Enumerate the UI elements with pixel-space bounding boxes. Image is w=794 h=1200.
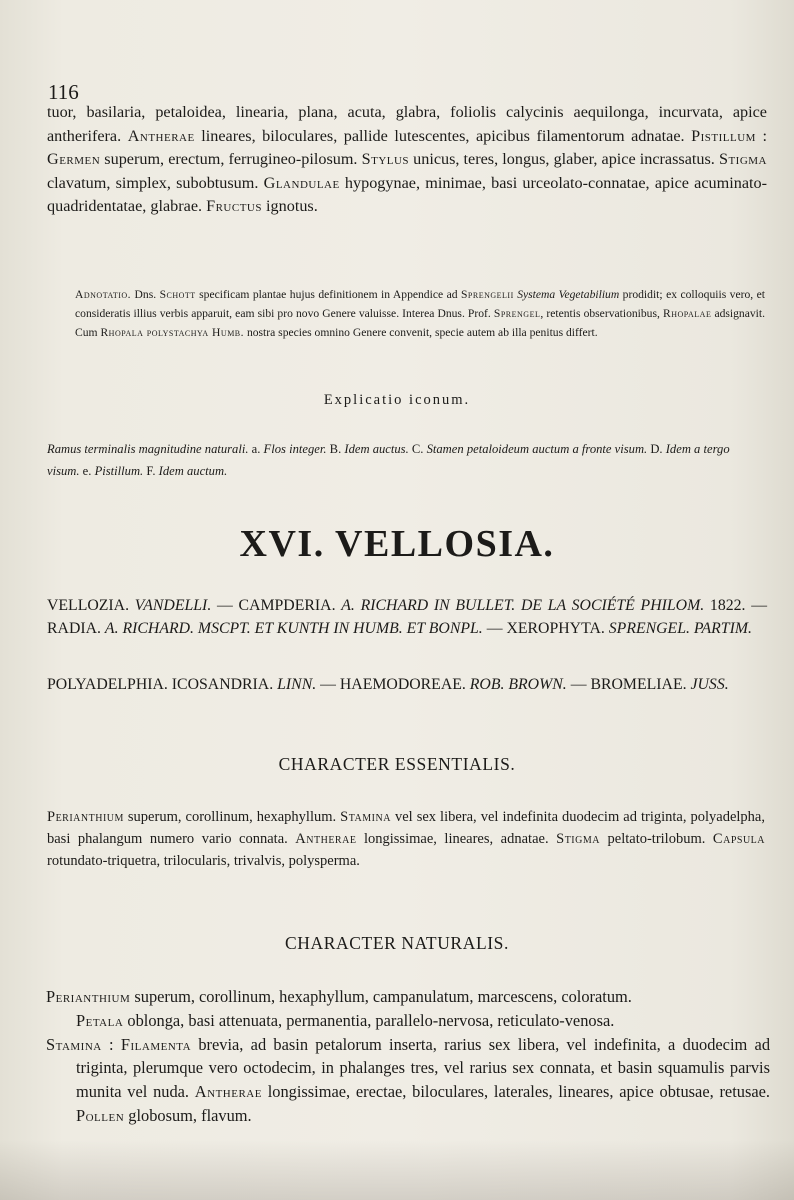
text-run: adsignavit. Cum (75, 307, 765, 339)
text-run: longissimae, lineares, adnatae. (356, 831, 557, 847)
text-run: lineares, biloculares, pallide lutescentes, apicibus filamentorum adnatae. (194, 126, 692, 145)
text-run: 1822. — RADIA. (47, 597, 767, 637)
figure-caption: Idem auctus. (344, 442, 409, 456)
author-citation: ROB. BROWN. (469, 676, 567, 693)
text-run: F. (143, 464, 159, 478)
author-citation: VANDELLI. (134, 597, 212, 614)
naturalis-heading: CHARACTER NATURALIS. (285, 933, 509, 953)
text-run: superum, corollinum, hexaphyllum, campanulatum, marcescens, coloratum. (130, 987, 632, 1006)
term-filamenta: Filamenta (120, 1034, 192, 1054)
figure-caption: Idem a tergo visum. (47, 442, 730, 478)
page-shadow (0, 1140, 794, 1200)
term-glandulae: Glandulae (263, 173, 340, 192)
author-citation: A. RICHARD IN BULLET. DE LA SOCIÉTÉ PHILOM. (341, 597, 705, 614)
text-run: rotundato-triquetra, trilocularis, trivalvis, polysperma. (47, 853, 360, 869)
text-run: peltato-trilobum. (599, 831, 713, 847)
text-run: prodidit; ex colloquiis vero, et consideratis illius verbis apparuit, eam sibi pro novo Genere valuisse. Interea Dnus. Prof. (75, 288, 765, 320)
text-run: longissimae, erectae, biloculares, laterales, lineares, apice obtusae, retusae. (261, 1082, 770, 1102)
text-run: superum, corollinum, hexaphyllum. (123, 809, 341, 825)
text-run: — XEROPHYTA. (482, 620, 609, 637)
explicatio-text (47, 438, 765, 482)
naturalis-petala (46, 1009, 770, 1033)
naturalis-perianthium (46, 985, 770, 1009)
term-antherae: Antherae (295, 831, 357, 847)
term-stigma: Stigma (718, 150, 767, 169)
name-rhopala: Rhopala polystachya Humb. (100, 326, 245, 339)
text-run: C. (408, 442, 427, 456)
term-perianthium: Perianthium (47, 809, 124, 825)
naturalis-text (46, 985, 770, 1128)
text-run: B. (326, 442, 345, 456)
term-capsula: Capsula (712, 831, 765, 847)
name-schott: Schott (159, 288, 196, 301)
figure-caption: Ramus terminalis magnitudine naturali. (47, 442, 249, 456)
figure-caption: Flos integer. (263, 442, 327, 456)
author-citation: JUSS. (690, 676, 729, 693)
text-run: superum, erectum, ferrugineo-pilosum. (100, 150, 362, 169)
term-stamina: Stamina (46, 1034, 102, 1054)
text-run: nostra species omnino Genere convenit, specie autem ab illa penitus differt. (244, 326, 598, 339)
text-run: oblonga, basi attenuata, permanentia, parallelo-nervosa, reticulato-venosa. (123, 1010, 615, 1030)
name-sprengel: Sprengel (493, 307, 541, 320)
text-run: ignotus. (262, 197, 318, 216)
term-petala: Petala (76, 1010, 124, 1030)
term-fructus: Fructus (206, 197, 262, 216)
essentialis-heading: CHARACTER ESSENTIALIS. (278, 754, 516, 774)
term-stylus: Stylus (361, 150, 410, 169)
author-citation: LINN. (277, 676, 317, 693)
text-run: : (101, 1034, 121, 1054)
genus-heading: XVI. VELLOSIA. (239, 523, 555, 565)
term-germen: Germen (47, 150, 101, 169)
text-run: tuor, basilaria, petaloidea, linearia, plana, acuta, glabra, foliolis calycinis aequilonga, incurvata, apice antherifera. (47, 103, 767, 145)
text-run: a. (248, 442, 264, 456)
term-stigma: Stigma (556, 831, 600, 847)
figure-caption: Idem auctum. (158, 464, 228, 478)
page-number: 116 (48, 80, 79, 104)
term-pistillum: Pistillum (691, 126, 756, 145)
text-run: vel sex libera, vel indefinita duodecim ad triginta, polyadelpha, basi phalangum numero vario connata. (47, 809, 765, 847)
text-run: — BROMELIAE. (566, 676, 691, 693)
text-run: clavatum, simplex, subobtusum. (47, 173, 264, 192)
text-run: specificam plantae hujus definitionem in Appendice ad (195, 288, 461, 301)
name-sprengelii: Sprengelii (460, 288, 514, 301)
text-run: e. (79, 464, 95, 478)
explicatio-heading: Explicatio iconum. (323, 392, 471, 408)
adnotatio-note (75, 285, 765, 342)
text-run: — CAMPDERIA. (211, 597, 342, 614)
synonymy-line-2 (47, 673, 767, 696)
term-perianthium: Perianthium (46, 987, 131, 1006)
essentialis-text (47, 806, 765, 872)
text-run: , retentis observationibus, (540, 307, 663, 320)
text-run: D. (647, 442, 666, 456)
text-run: POLYADELPHIA. ICOSANDRIA. (47, 676, 278, 693)
text-run: — HAEMODOREAE. (316, 676, 470, 693)
author-citation: A. RICHARD. MSCPT. ET KUNTH IN HUMB. ET BONPL. (104, 620, 483, 637)
description-paragraph (47, 101, 767, 219)
figure-caption: Stamen petaloideum auctum a fronte visum. (426, 442, 648, 456)
title-systema: Systema Vegetabilium (513, 288, 620, 301)
text-run: VELLOZIA. (47, 597, 135, 614)
term-antherae: Antherae (127, 126, 195, 145)
synonymy-line-1 (47, 594, 767, 640)
term-antherae: Antherae (194, 1082, 262, 1102)
text-run: unicus, teres, longus, glaber, apice incrassatus. (409, 150, 719, 169)
term-adnotatio: Adnotatio. (75, 288, 132, 301)
text-run: globosum, flavum. (124, 1105, 252, 1125)
text-run: brevia, ad basin petalorum inserta, rarius sex libera, vel indefinita, a duodecim ad triginta, plerumque vero octodecim, in phalanges tres, vel rarius sex connata, et basin squamulis parvis munita vel nuda. (76, 1034, 771, 1102)
text-run: Dns. (131, 288, 160, 301)
figure-caption: Pistillum. (94, 464, 144, 478)
text-run: hypogynae, minimae, basi urceolato-connatae, apice acuminato-quadridentatae, glabrae. (47, 173, 767, 216)
name-rhopalae: Rhopalae (663, 307, 712, 320)
term-pollen: Pollen (76, 1105, 125, 1125)
naturalis-stamina (46, 1033, 770, 1128)
text-run: : (755, 126, 768, 145)
author-citation: SPRENGEL. PARTIM. (608, 620, 752, 637)
term-stamina: Stamina (340, 809, 391, 825)
